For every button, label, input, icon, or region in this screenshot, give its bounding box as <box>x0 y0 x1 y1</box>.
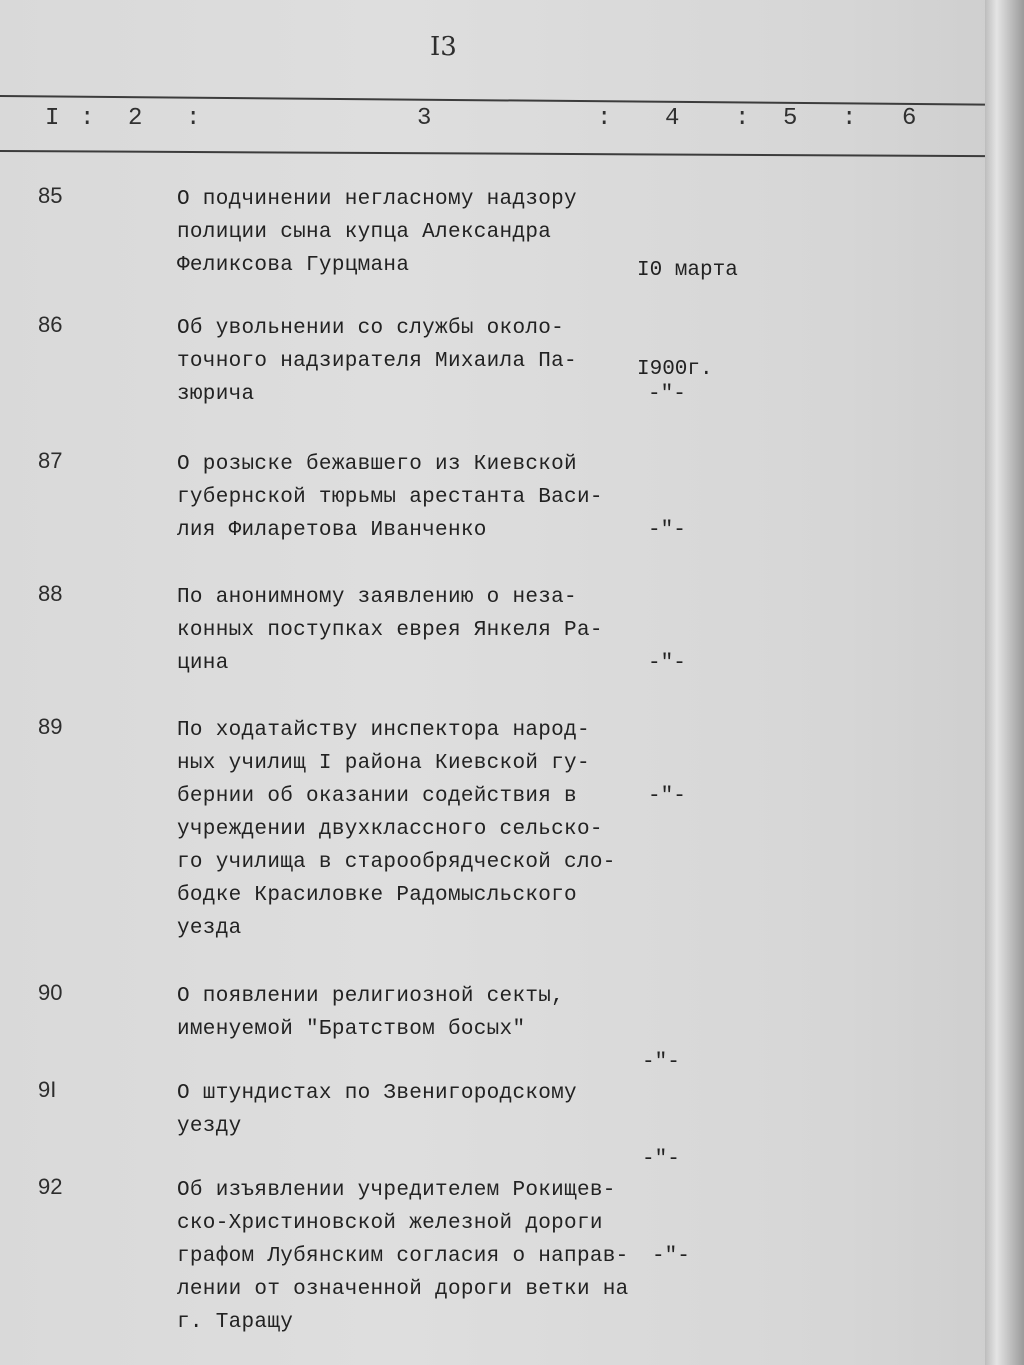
col-separator: : <box>597 105 612 132</box>
col-6-label: 6 <box>902 105 917 132</box>
entry-title: По ходатайству инспектора народ- ных училищ I района Киевской гу- бернии об оказании содействия в учреждении двухклассного сельско- го училища в старообрядческой сло- бодке Красиловке Радомысльского уезда <box>177 719 616 940</box>
page-number: I3 <box>430 32 457 62</box>
entry-date: -"- <box>642 1051 680 1074</box>
col-3-label: 3 <box>417 105 432 132</box>
col-separator: : <box>80 105 95 132</box>
col-5-label: 5 <box>783 105 798 132</box>
entry-title: По анонимному заявлению о неза- конных поступках еврея Янкеля Ра- цина <box>177 586 603 675</box>
entry-title: О подчинении негласному надзору полиции сына купца Александра Феликсова Гурцмана <box>177 188 577 277</box>
entry-title: О штундистах по Звенигородскому уезду <box>177 1082 577 1138</box>
entry-title: О розыске бежавшего из Киевской губернской тюрьмы арестанта Васи- лия Филаретова Иванченко <box>177 453 603 542</box>
col-separator: : <box>735 105 750 132</box>
entry-date: -"- <box>648 383 686 406</box>
entry-date: -"- <box>648 652 686 675</box>
entry-number: 87 <box>38 448 63 473</box>
entry-number: 92 <box>38 1174 63 1199</box>
col-separator: : <box>842 105 857 132</box>
entry-date: -"- <box>648 785 686 808</box>
entry-title: Об увольнении со службы около- точного надзирателя Михаила Па- зюрича <box>177 317 577 406</box>
entry-number: 88 <box>38 581 63 606</box>
entry-number: 90 <box>38 980 63 1005</box>
col-separator: : <box>186 105 201 132</box>
next-page-edge <box>985 0 1024 1365</box>
header-top-rule <box>0 95 985 106</box>
entry-title: О появлении религиозной секты, именуемой "Братством босых" <box>177 985 565 1041</box>
entry-date: -"- <box>648 519 686 542</box>
header-bottom-rule <box>0 150 985 157</box>
entry-title: Об изъявлении учредителем Рокищев- ско-Христиновской железной дороги графом Лубянским согласия о направ- лении от означенной дороги ветки на г. Таращу <box>177 1179 629 1334</box>
col-2-label: 2 <box>128 105 143 132</box>
entry-number: 89 <box>38 714 63 739</box>
col-4-label: 4 <box>665 105 680 132</box>
entry-date: -"- <box>642 1148 680 1171</box>
entry-date: -"- <box>652 1245 690 1268</box>
entry-number: 86 <box>38 312 63 337</box>
col-1-label: I <box>45 105 60 132</box>
entry-number: 9I <box>38 1077 57 1102</box>
entry-number: 85 <box>38 183 63 208</box>
entry-date: I0 марта I900г. <box>637 259 738 381</box>
